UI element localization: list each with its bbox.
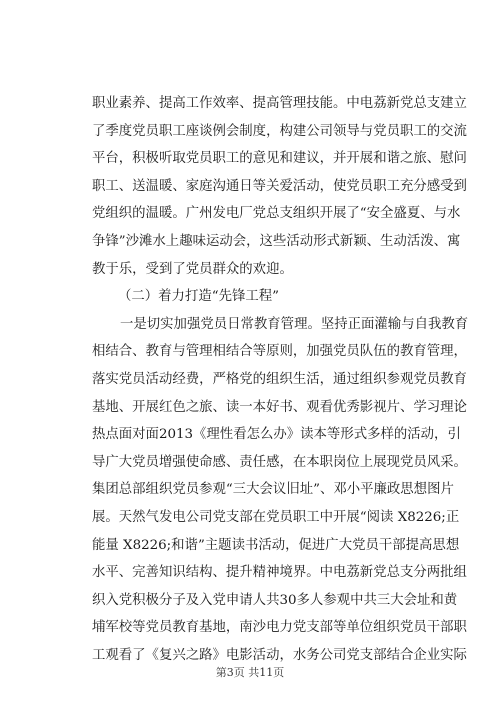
text-line: 职业素养、提高工作效率、提高管理技能。中电荔新党总支建立	[92, 96, 467, 111]
text-line: 职工、送温暖、家庭沟通日等关爱活动，使党员职工充分感受到	[92, 178, 467, 194]
text-line: 一是切实加强党员日常教育管理。坚持正面灌输与自我教育	[120, 316, 469, 332]
text-line: 集团总部组织党员参观“三大会议旧址”、邓小平廉政思想图片	[92, 482, 454, 498]
text-line: 热点面对面2013《理性看怎么办》读本等形式多样的活动，引	[92, 427, 461, 443]
text-line: 展。天然气发电公司党支部在党员职工中开展“阅读 X8226;正	[92, 509, 460, 525]
text-line: 埔军校等党员教育基地，南沙电力党支部等单位组织党员干部职	[92, 620, 467, 636]
page-footer: 第3页 共11页	[215, 666, 285, 679]
body-text	[92, 90, 469, 669]
text-line: 相结合、教育与管理相结合等原则，加强党员队伍的教育管理，	[92, 344, 467, 360]
text-line: 导广大党员增强使命感、责任感，在本职岗位上展现党员风采。	[92, 454, 467, 470]
text-line: 工观看了《复兴之路》电影活动，水务公司党支部结合企业实际	[92, 647, 467, 663]
text-line: 平台，积极听取党员职工的意见和建议，并开展和谐之旅、慰问	[92, 151, 467, 167]
text-line: 教于乐，受到了党员群众的欢迎。	[92, 261, 293, 277]
text-line: 织入党积极分子及入党申请人共30多人参观中共三大会址和黄	[92, 592, 458, 608]
text-line: 落实党员活动经费，严格党的组织生活，通过组织参观党员教育	[92, 371, 467, 387]
text-line: 水平、完善知识结构、提升精神境界。中电荔新党总支分两批组	[92, 565, 467, 581]
text-line: 争锋”沙滩水上趣味运动会，这些活动形式新颖、生动活泼、寓	[92, 233, 461, 249]
text-line: 了季度党员职工座谈例会制度，构建公司领导与党员职工的交流	[92, 123, 467, 139]
text-line: 党组织的温暖。广州发电厂党总支组织开展了“安全盛夏、与水	[92, 206, 461, 222]
text-line: 基地、开展红色之旅、读一本好书、观看优秀影视片、学习理论	[92, 399, 467, 415]
text-line: 能量 X8226;和谐”主题读书活动，促进广大党员干部提高思想	[92, 537, 460, 553]
section-heading: （二）着力打造“先锋工程”	[118, 289, 279, 305]
